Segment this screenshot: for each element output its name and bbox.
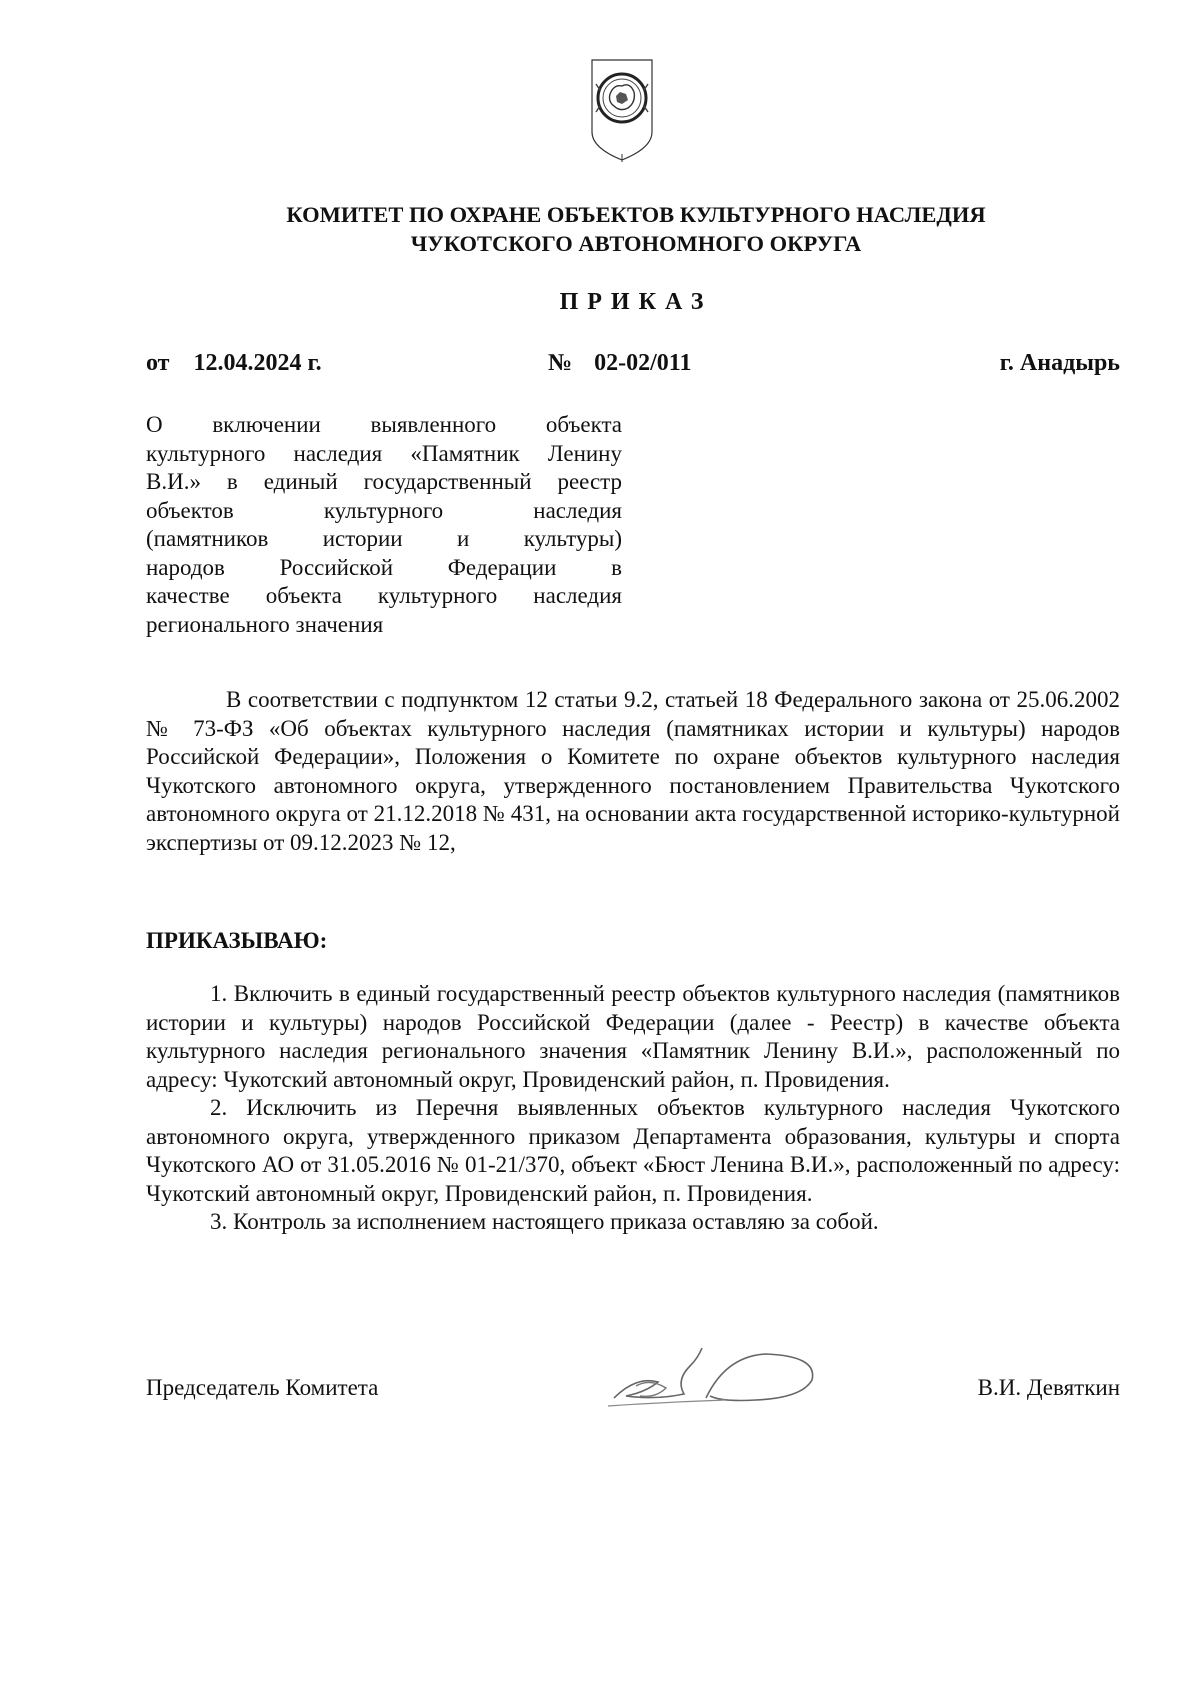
subject-line: В.И.» в единый государственный реестр xyxy=(146,469,622,494)
subject-line: качестве объекта культурного наследия xyxy=(146,583,622,608)
legal-basis xyxy=(146,686,1120,857)
signatory-title: Председатель Комитета xyxy=(146,1375,379,1400)
coat-of-arms-icon xyxy=(586,54,658,166)
handwritten-signature-icon xyxy=(606,1336,826,1416)
document-date xyxy=(146,350,322,377)
subject-line: (памятников истории и культуры) xyxy=(146,526,622,551)
subject-line: О включении выявленного объекта xyxy=(146,412,622,437)
organization-name xyxy=(146,200,1126,258)
number-value: 02-02/011 xyxy=(594,350,692,376)
organization-line-1: КОМИТЕТ ПО ОХРАНЕ ОБЪЕКТОВ КУЛЬТУРНОГО НАСЛЕДИЯ xyxy=(286,202,986,227)
legal-basis-paragraph: В соответствии с подпунктом 12 статьи 9.2, статьей 18 Федерального закона от 25.06.2002 № 73-ФЗ «Об объектах культурного наследия (памятниках истории и культуры) народов Российской Федерации», Положения о Комитете по охране объектов культурного наследия Чукотского автономного округа, утвержденного постановлением Правительства Чукотского автономного округа от 21.12.2018 № 431, на основании акта государственной историко-культурной экспертизы от 09.12.2023 № 12, xyxy=(146,687,1120,855)
order-item-1: 1. Включить в единый государственный реестр объектов культурного наследия (памятников истории и культуры) народов Российской Федерации (далее - Реестр) в качестве объекта культурного наследия регионального значения «Памятник Ленину В.И.», расположенный по адресу: Чукотский автономный округ, Провиденский район, п. Провидения. xyxy=(146,981,1120,1092)
organization-line-2: ЧУКОТСКОГО АВТОНОМНОГО ОКРУГА xyxy=(410,231,862,256)
number-label: № xyxy=(548,350,573,376)
date-value: 12.04.2024 г. xyxy=(193,350,322,376)
order-item-2: 2. Исключить из Перечня выявленных объектов культурного наследия Чукотского автономного округа, утвержденного приказом Департамента образования, культуры и спорта Чукотского АО от 31.05.2016 № 01-21/370, объект «Бюст Ленина В.И.», расположенный по адресу: Чукотский автономный округ, Провиденский район, п. Провидения. xyxy=(146,1095,1120,1206)
subject-line: народов Российской Федерации в xyxy=(146,554,622,580)
signatory-name: В.И. Девяткин xyxy=(977,1375,1120,1400)
document-city: г. Анадырь xyxy=(999,350,1120,376)
subject-line: регионального значения xyxy=(146,611,384,637)
order-heading: ПРИКАЗЫВАЮ: xyxy=(146,928,328,953)
document-type: ПРИКАЗ xyxy=(559,289,713,315)
document-number xyxy=(548,350,691,377)
subject-line: объектов культурного наследия xyxy=(146,497,622,523)
order-items xyxy=(146,980,1120,1237)
document-subject xyxy=(146,411,622,639)
subject-line: культурного наследия «Памятник Ленину xyxy=(146,440,622,466)
order-item-3: 3. Контроль за исполнением настоящего приказа оставляю за собой. xyxy=(210,1209,879,1234)
date-label: от xyxy=(146,350,170,376)
